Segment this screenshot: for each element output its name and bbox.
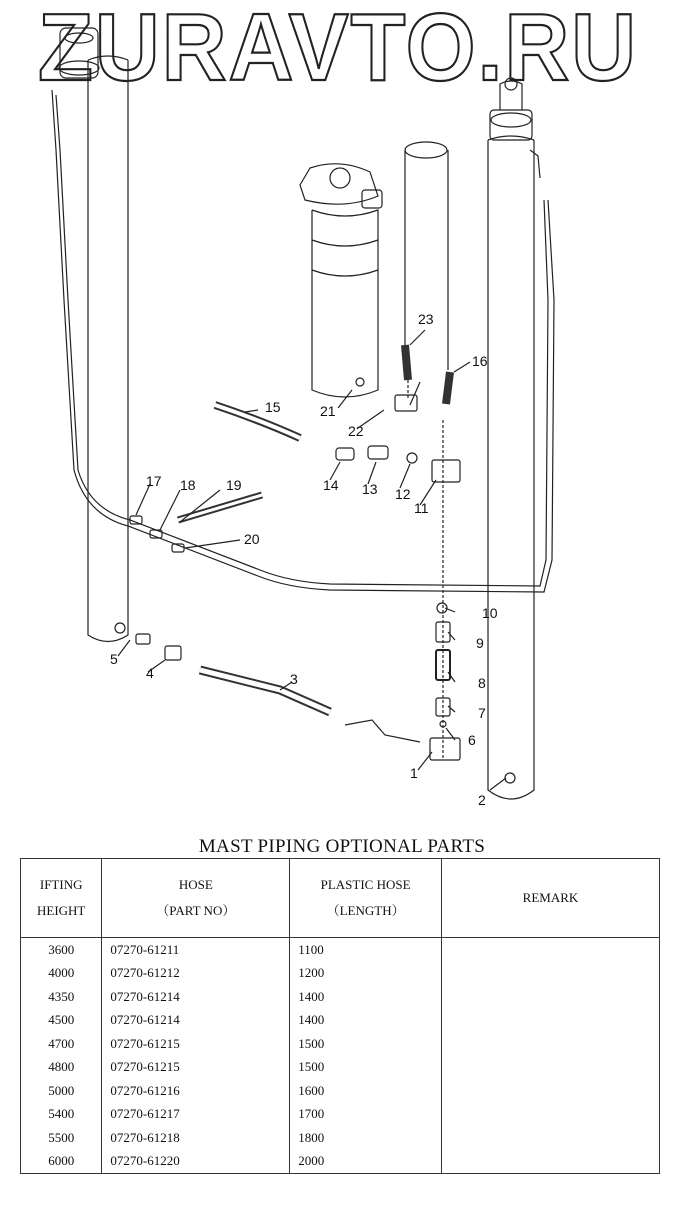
parts-table [20, 858, 660, 1174]
callout-7: 7 [478, 705, 486, 721]
table-row [21, 1079, 660, 1103]
callout-10: 10 [482, 605, 498, 621]
cell-remark [441, 1056, 659, 1080]
cell-height: 5000 [21, 1079, 102, 1103]
table-row [21, 1009, 660, 1033]
callout-4: 4 [146, 665, 154, 681]
steel-pipe [56, 95, 548, 586]
cell-remark [441, 1009, 659, 1033]
callout-2: 2 [478, 792, 486, 808]
cell-part-no: 07270-61216 [102, 1079, 290, 1103]
cell-height: 4800 [21, 1056, 102, 1080]
table-row [21, 1126, 660, 1150]
callout-12: 12 [395, 486, 411, 502]
cell-length: 1500 [290, 1032, 442, 1056]
cell-height: 3600 [21, 938, 102, 962]
callout-3: 3 [290, 671, 298, 687]
watermark: ZURAVTO.RU [38, 0, 638, 101]
cell-part-no: 07270-61215 [102, 1032, 290, 1056]
cell-length: 1500 [290, 1056, 442, 1080]
callout-15: 15 [265, 399, 281, 415]
left-mast-cylinder [59, 28, 128, 642]
callout-13: 13 [362, 481, 378, 497]
table-header-row [21, 859, 660, 938]
valve-body [300, 164, 382, 397]
cell-remark [441, 938, 659, 962]
cell-part-no: 07270-61214 [102, 1009, 290, 1033]
cell-length: 1400 [290, 985, 442, 1009]
callout-22: 22 [348, 423, 364, 439]
cell-remark [441, 985, 659, 1009]
cell-height: 4500 [21, 1009, 102, 1033]
table-row [21, 1056, 660, 1080]
cell-part-no: 07270-61218 [102, 1126, 290, 1150]
callout-8: 8 [478, 675, 486, 691]
cell-part-no: 07270-61215 [102, 1056, 290, 1080]
callout-17: 17 [146, 473, 162, 489]
cell-remark [441, 1079, 659, 1103]
cell-length: 2000 [290, 1150, 442, 1174]
cell-height: 6000 [21, 1150, 102, 1174]
table-row [21, 962, 660, 986]
cell-height: 5500 [21, 1126, 102, 1150]
right-mast-cylinder [488, 78, 534, 799]
callout-18: 18 [180, 477, 196, 493]
cell-remark [441, 1126, 659, 1150]
table-row [21, 1032, 660, 1056]
cell-height: 4700 [21, 1032, 102, 1056]
callout-21: 21 [320, 403, 336, 419]
callout-1: 1 [410, 765, 418, 781]
callout-6: 6 [468, 732, 476, 748]
cell-part-no: 07270-61212 [102, 962, 290, 986]
table-row [21, 1103, 660, 1127]
table-row [21, 985, 660, 1009]
callout-16: 16 [472, 353, 488, 369]
callout-11: 11 [414, 500, 429, 516]
cell-height: 5400 [21, 1103, 102, 1127]
cell-height: 4350 [21, 985, 102, 1009]
table-row [21, 1150, 660, 1174]
table-title: MAST PIPING OPTIONAL PARTS [198, 836, 486, 857]
callout-14: 14 [323, 477, 339, 493]
table-row [21, 938, 660, 962]
cell-length: 1200 [290, 962, 442, 986]
cell-length: 1700 [290, 1103, 442, 1127]
cell-remark [441, 1032, 659, 1056]
cell-remark [441, 1103, 659, 1127]
callout-5: 5 [110, 651, 118, 667]
callout-23: 23 [418, 311, 434, 327]
cell-part-no: 07270-61211 [102, 938, 290, 962]
cell-part-no: 07270-61220 [102, 1150, 290, 1174]
cell-remark [441, 962, 659, 986]
callout-19: 19 [226, 477, 242, 493]
callout-9: 9 [476, 635, 484, 651]
cell-part-no: 07270-61214 [102, 985, 290, 1009]
header-lifting-height: IFTING HEIGHT [21, 859, 102, 938]
header-plastic-hose: PLASTIC HOSE （LENGTH） [290, 859, 442, 938]
cell-length: 1100 [290, 938, 442, 962]
header-hose: HOSE （PART NO） [102, 859, 290, 938]
cell-part-no: 07270-61217 [102, 1103, 290, 1127]
cell-length: 1800 [290, 1126, 442, 1150]
cell-length: 1600 [290, 1079, 442, 1103]
callout-20: 20 [244, 531, 260, 547]
cell-height: 4000 [21, 962, 102, 986]
cell-remark [441, 1150, 659, 1174]
cell-length: 1400 [290, 1009, 442, 1033]
upper-tube [405, 150, 448, 370]
header-remark: REMARK [441, 859, 659, 938]
